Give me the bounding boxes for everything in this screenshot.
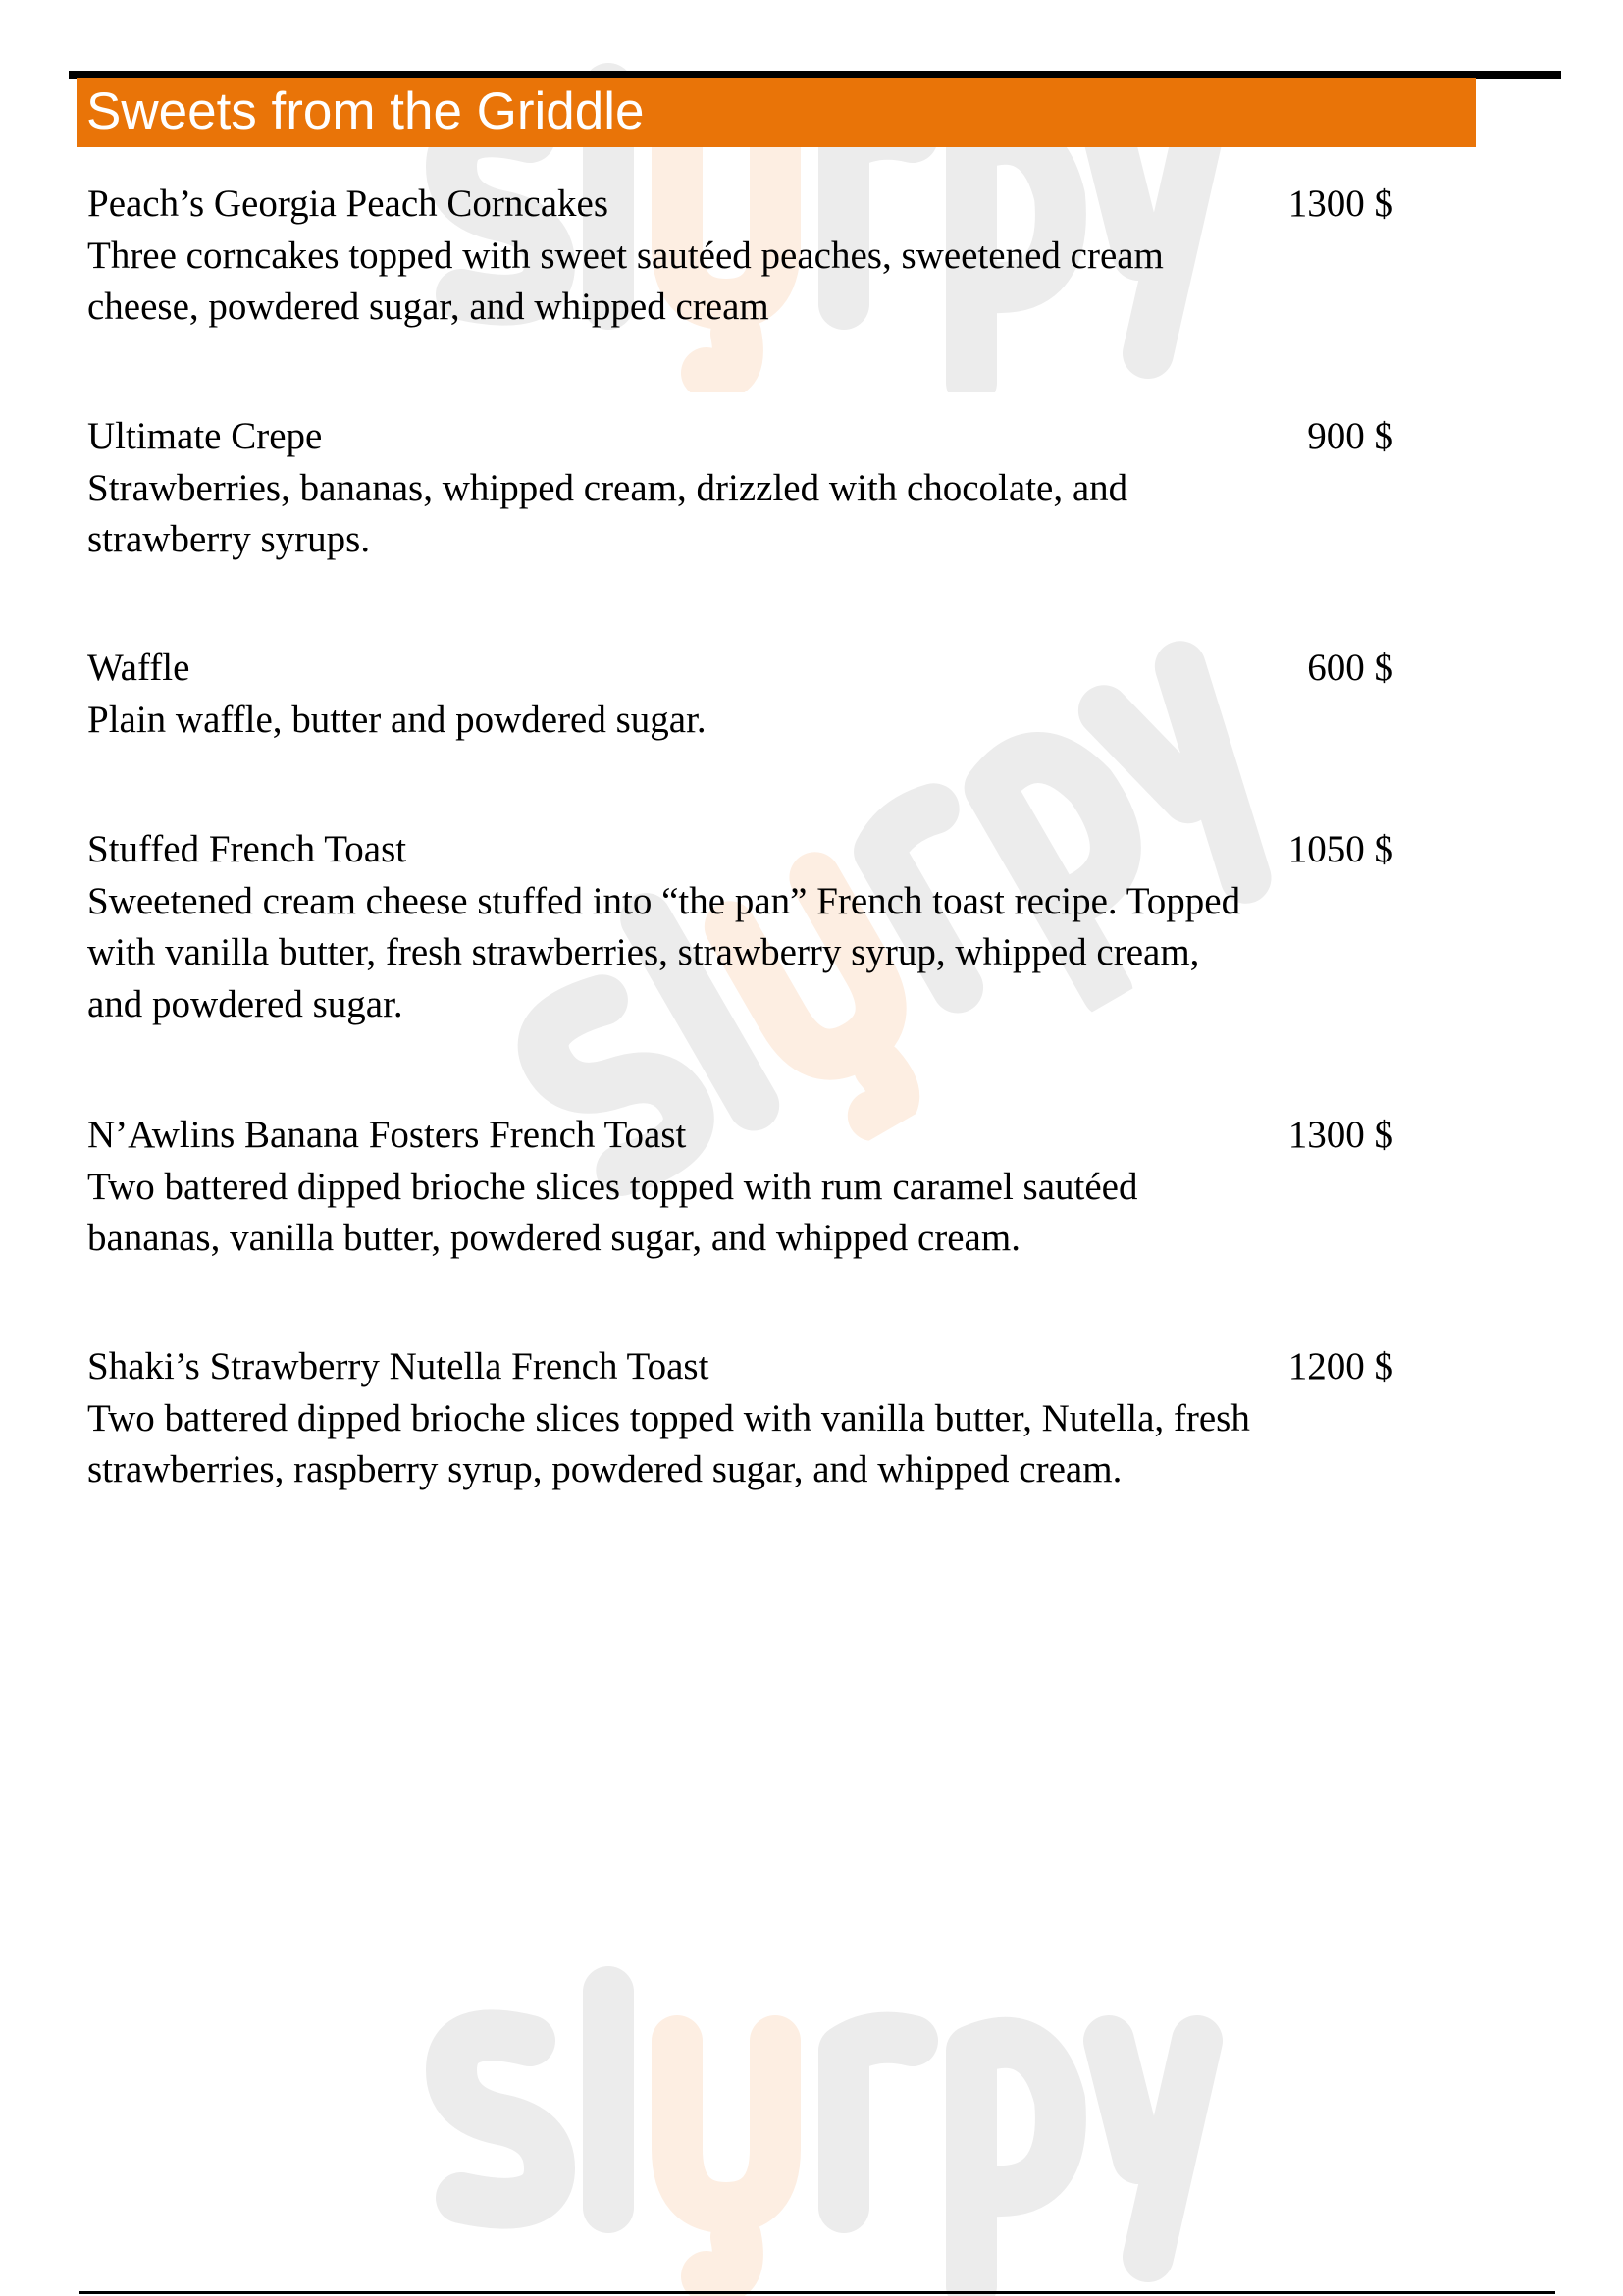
item-name: Peach’s Georgia Peach Corncakes (87, 183, 609, 225)
section-header (77, 78, 1476, 147)
item-price: 1300 $ (1287, 1114, 1393, 1156)
item-description: Two battered dipped brioche slices topped with vanilla butter, Nutella, fresh strawberries, raspberry syrup, powdered sugar, and whipped cream. (87, 1396, 1250, 1490)
item-price: 600 $ (1307, 647, 1393, 689)
item-name: Stuffed French Toast (87, 828, 407, 870)
menu-item (87, 643, 1393, 746)
item-description: Two battered dipped brioche slices topped with rum caramel sautéed bananas, vanilla butter, powdered sugar, and whipped cream. (87, 1165, 1138, 1259)
item-description: Three corncakes topped with sweet sautéed peaches, sweetened cream cheese, powdered sugar, and whipped cream (87, 234, 1164, 328)
item-price: 1300 $ (1287, 183, 1393, 225)
item-name: N’Awlins Banana Fosters French Toast (87, 1114, 687, 1156)
slurpy-watermark-logo (412, 1962, 1236, 2296)
menu-item (87, 411, 1393, 566)
item-description: Sweetened cream cheese stuffed into “the pan” French toast recipe. Topped with vanilla butter, fresh strawberries, strawberry syrup, whipped cream, and powdered sugar. (87, 879, 1241, 1025)
menu-item (87, 179, 1393, 334)
item-name: Shaki’s Strawberry Nutella French Toast (87, 1345, 709, 1387)
item-price: 1200 $ (1287, 1345, 1393, 1387)
section-title: Sweets from the Griddle (86, 82, 645, 140)
menu-item (87, 824, 1393, 1030)
menu-item (87, 1110, 1393, 1265)
item-description: Plain waffle, butter and powdered sugar. (87, 698, 707, 741)
slurpy-logo-shapes (451, 1992, 1197, 2286)
bottom-divider (79, 2291, 1555, 2294)
item-name: Ultimate Crepe (87, 415, 323, 457)
item-price: 1050 $ (1287, 828, 1393, 870)
item-description: Strawberries, bananas, whipped cream, drizzled with chocolate, and strawberry syrups. (87, 466, 1128, 560)
item-name: Waffle (87, 647, 190, 689)
item-price: 900 $ (1307, 415, 1393, 457)
menu-item (87, 1341, 1393, 1496)
